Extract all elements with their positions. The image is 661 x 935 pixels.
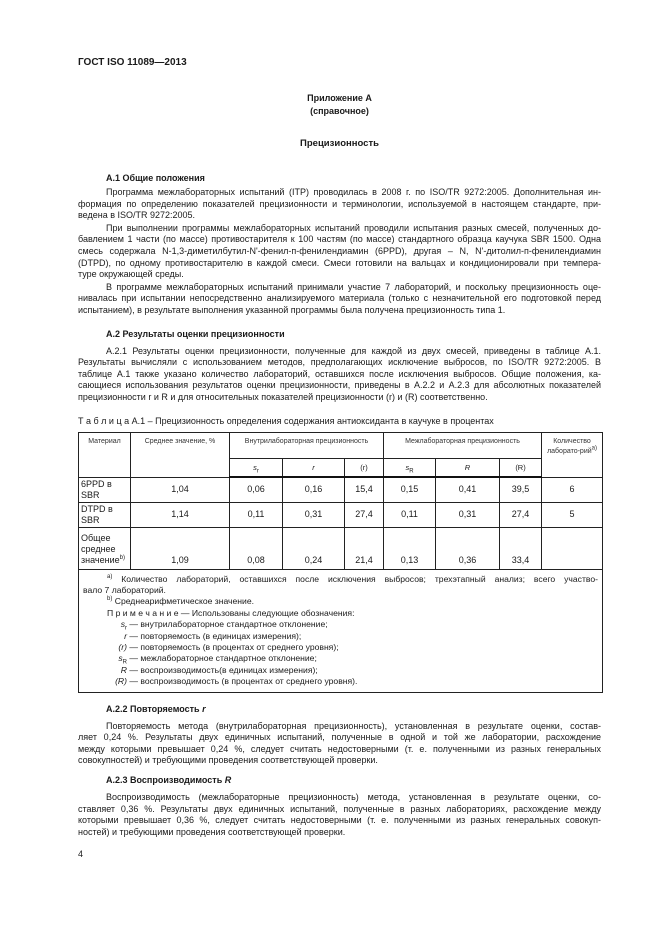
text-line: туре окружающей среды. [78, 269, 184, 280]
a2-paragraph [78, 346, 601, 404]
header-lab-count [542, 432, 603, 477]
text-line: нивалась при испытании непосредственно анализируемого материала (только с незначительной его подготовкой перед [78, 293, 601, 304]
table-footnotes [79, 569, 603, 692]
legend-item [83, 619, 598, 630]
header-between-lab: Межлабораторная прецизионность [384, 432, 542, 458]
subheader-r [283, 458, 345, 477]
a22-heading-symbol: r [202, 703, 206, 714]
cell-count: 5 [542, 502, 603, 527]
text-line: смесь содержала N-1,3-диметилбутил-N'-фенил-п-фенилендиамин (6PPD), другая – N, N'-дитолил-п-фенилендиамин [78, 245, 601, 256]
header-within-lab: Внутрилабораторная прецизионность [230, 432, 384, 458]
legend-text: — повторяемость (в единицах измерения); [127, 630, 302, 641]
footnote-a [83, 574, 598, 585]
cell-mean: 1,14 [131, 502, 230, 527]
legend-item [83, 665, 598, 676]
table-row [79, 527, 603, 569]
footnote-a-line2: вало 7 лабораторий. [83, 584, 166, 595]
subheader-R [436, 458, 500, 477]
footnote-b [83, 596, 598, 607]
sR-subscript: R [409, 468, 414, 475]
cell-r-pct: 27,4 [345, 502, 384, 527]
cell-mean: 1,04 [131, 477, 230, 502]
legend-symbol: s [120, 619, 125, 630]
cell-mean: 1,09 [131, 527, 230, 569]
text-line: А.2.1 Результаты оценки прецизионности, полученные для каждой из двух смесей, приведены в таблице А.1. [106, 345, 601, 356]
text-line: Воспроизводимость (межлабораторные прецизионность) метода, установленная в результате оценки, со- [106, 791, 601, 802]
cell-sR: 0,11 [384, 502, 436, 527]
header-mean: Среднее значение, % [131, 432, 230, 477]
cell-R-pct: 27,4 [500, 502, 542, 527]
cell-sr: 0,11 [230, 502, 283, 527]
header-material: Материал [79, 432, 131, 477]
table-caption-label: Т а б л и ц а А.1 [78, 415, 146, 426]
text-line: прецизионности r и R и для относительных показателей прецизионности (r) и (R) соответственно. [78, 391, 488, 402]
cell-material [79, 527, 131, 569]
legend-item [83, 642, 598, 653]
page-number: 4 [78, 849, 84, 860]
legend-text: — внутрилабораторное стандартное отклонение; [127, 619, 328, 630]
legend-text: — повторяемость (в процентах от среднего уровня); [127, 641, 339, 652]
note-text: — Использованы следующие обозначения: [178, 607, 355, 618]
text-line: Результаты вычисляли с использованием методов, предполагающих исключение выбросов, по ISO/TR 9272:2005. В [78, 357, 601, 368]
text-line: При выполнении программы межлабораторных испытаний проводили испытания разных смесей, полученных до- [106, 222, 601, 233]
section-a2-heading: А.2 Результаты оценки прецизионности [106, 328, 285, 339]
table-caption [78, 416, 601, 427]
table-caption-text: – Прецизионность определения содержания антиоксиданта в каучуке в процентах [145, 415, 494, 426]
section-a23-heading [78, 774, 601, 786]
legend-item [83, 631, 598, 642]
text-line: (DTPD), по одному противостарителю в каждой смеси. Смеси готовили на вальцах и кондиционировали при темпера- [78, 257, 601, 268]
text-line: таблице А.1 также указано количество лабораторий, оставшихся после исключения выбросов. Общие положения, ка- [78, 368, 601, 379]
annex-heading: Прецизионность [300, 138, 379, 149]
legend-symbol: s [118, 653, 123, 664]
legend-subscript: R [122, 660, 127, 667]
cell-r: 0,31 [283, 502, 345, 527]
precision-table [78, 432, 603, 693]
cell-material: DTPD в SBR [79, 502, 131, 527]
subheader-r-pct: (r) [345, 458, 384, 477]
symbol-legend [83, 619, 598, 687]
note-label: П р и м е ч а н и е [107, 607, 179, 618]
text-line: между которыми превышает 0,24 %, следует считать недостоверными (т. е. полученными из разных генеральных [78, 743, 601, 754]
text-line: ностей) и требующими проведения соответствующей проверки. [78, 826, 346, 837]
cell-r-pct: 21,4 [345, 527, 384, 569]
subheader-sR [384, 458, 436, 477]
text-line: ведена в ISO/TR 9272:2005. [78, 210, 196, 221]
r-symbol: r [312, 462, 315, 472]
sr-subscript: r [256, 468, 259, 475]
legend-item [83, 653, 598, 667]
cell-sR: 0,15 [384, 477, 436, 502]
text-line: В программе межлабораторных испытаний принимали участие 7 лабораторий, и поскольку прецизионность оце- [106, 281, 601, 292]
legend-subscript: r [125, 625, 127, 632]
text-line: совокупностей) и требующими проведения соответствующей проверки. [78, 755, 378, 766]
legend-symbol: R [120, 664, 127, 675]
cell-R: 0,31 [436, 502, 500, 527]
cell-r: 0,16 [283, 477, 345, 502]
text-line: которыми превышает 0,36 %, следует считать недостоверными (т. е. полученными из разных генеральных совокуп- [78, 815, 601, 826]
R-symbol: R [464, 462, 471, 472]
footnote-ref-a: a) [591, 445, 597, 452]
text-line: ставляет 0,36 %. Результаты двух единичных испытаний, полученные в разных лабораториях, расхождение между [78, 803, 601, 814]
sR-symbol: s [405, 462, 410, 472]
a1-paragraph-2 [78, 223, 601, 281]
text-line: сающиеся использования результатов оценки прецизионности, приведены в А.2.2 и А.2.3 для абсолютных показателей [78, 380, 601, 391]
cell-R: 0,36 [436, 527, 500, 569]
footnote-a-line1: Количество лабораторий, оставшихся после исключения выбросов; трехэтапный анализ; всего участво- [112, 573, 599, 584]
cell-r-pct: 15,4 [345, 477, 384, 502]
legend-text: — воспроизводимость(в единицах измерения); [127, 664, 318, 675]
a22-paragraph [78, 721, 601, 767]
footnote-b-mark: b) [107, 596, 113, 603]
legend-text: — воспроизводимость (в процентах от среднего уровня). [127, 676, 358, 687]
text-line: Повторяемость метода (внутрилабораторная прецизионность), установленная в результате оценки, состав- [106, 720, 601, 731]
a23-paragraph [78, 792, 601, 838]
section-a22-heading [78, 703, 601, 715]
a23-heading-symbol: R [224, 774, 232, 785]
cell-sr: 0,06 [230, 477, 283, 502]
a1-paragraph-3 [78, 282, 601, 317]
sr-symbol: s [253, 462, 257, 472]
cell-R-pct: 39,5 [500, 477, 542, 502]
document-id: ГОСТ ISO 11089—2013 [78, 57, 187, 68]
header-lab-count-label: Количество лаборато-рий [547, 437, 592, 455]
legend-symbol: (r) [118, 641, 127, 652]
subheader-R-pct: (R) [500, 458, 542, 477]
footnote-a-mark: a) [107, 573, 113, 580]
cell-sr: 0,08 [230, 527, 283, 569]
text-line: формация по определению показателей прецизионности и терминологии, используемой в настоящем стандарте, при- [78, 198, 601, 209]
table-note [83, 608, 598, 619]
text-line: испытанием), в результате выполнения указанной программы была получена прецизионность типа 1. [78, 304, 506, 315]
cell-count: 6 [542, 477, 603, 502]
text-line: ляет 0,24 %. Результаты двух единичных испытаний, полученные в одной и той же лаборатории, расхождение [78, 732, 601, 743]
section-a1-heading: А.1 Общие положения [106, 173, 205, 183]
text-line: бавлением 1 части (по массе) противостарителя к 100 частям (по массе) стандартного образца каучука SBR 1500. Одна [78, 234, 601, 245]
a1-paragraph-1 [78, 187, 601, 222]
text-line: Программа межлабораторных испытаний (ITP) проводилась в 2008 г. по ISO/TR 9272:2005. Дополнительная ин- [106, 187, 601, 197]
cell-sR: 0,13 [384, 527, 436, 569]
cell-R: 0,41 [436, 477, 500, 502]
footnote-b-text: Среднеарифметическое значение. [112, 596, 255, 607]
a22-heading-text: А.2.2 Повторяемость [106, 703, 203, 714]
cell-material: 6PPD в SBR [79, 477, 131, 502]
legend-text: — межлабораторное стандартное отклонение; [127, 653, 317, 664]
cell-r: 0,24 [283, 527, 345, 569]
footnote-ref-b: b) [119, 554, 125, 561]
cell-count [542, 527, 603, 569]
subheader-sr [230, 458, 283, 477]
legend-symbol: (R) [115, 676, 127, 687]
annex-title: Приложение А [307, 93, 372, 103]
table-row [79, 477, 603, 502]
legend-item [83, 676, 598, 687]
document-page [78, 0, 601, 880]
legend-symbol: r [124, 630, 127, 641]
table-row [79, 502, 603, 527]
cell-R-pct: 33,4 [500, 527, 542, 569]
annex-subtitle: (справочное) [310, 106, 369, 116]
a23-heading-text: А.2.3 Воспроизводимость [106, 774, 225, 785]
cell-material-text: Общее среднее значение [81, 532, 120, 565]
